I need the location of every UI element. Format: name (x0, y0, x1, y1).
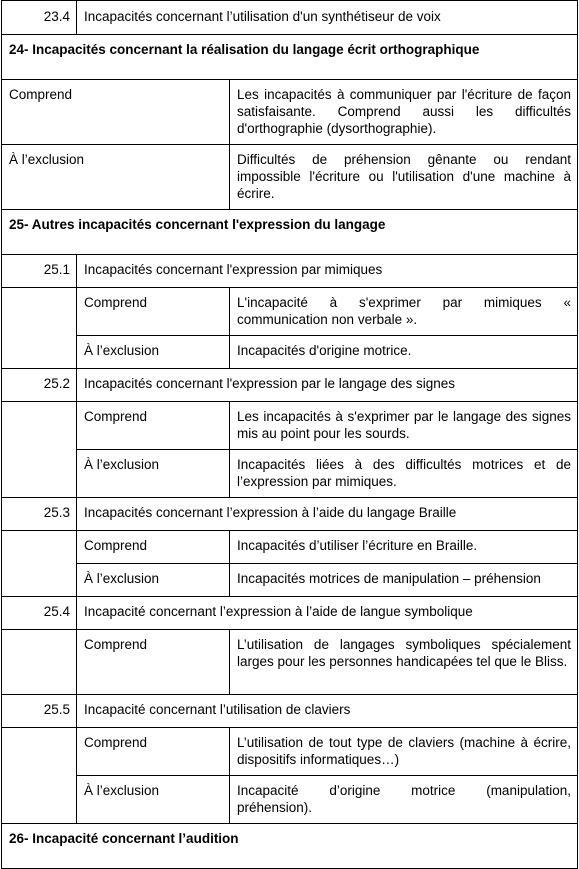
item-row-25-4 (2, 597, 578, 630)
row-label: À l’exclusion (77, 450, 230, 498)
classification-table (1, 0, 578, 869)
item-code: 25.3 (2, 498, 77, 531)
item-code: 23.4 (2, 1, 77, 35)
row-text: Incapacités motrices de manipulation – préhension (230, 564, 578, 597)
item-code: 25.2 (2, 369, 77, 402)
indent-cell (2, 531, 77, 597)
item-25-1-exclusion-row (2, 336, 578, 369)
section-24-comprend-row (2, 80, 578, 145)
item-25-5-exclusion-row (2, 776, 578, 824)
item-25-2-exclusion-row (2, 450, 578, 498)
row-text: Incapacité d’origine motrice (manipulation, préhension). (230, 776, 578, 824)
row-label: Comprend (77, 630, 230, 695)
item-25-3-exclusion-row (2, 564, 578, 597)
indent-cell (2, 402, 77, 498)
row-text: L’utilisation de tout type de claviers (machine à écrire, dispositifs informatiques…) (230, 728, 578, 776)
item-title: Incapacité concernant l’expression à l’aide de langue symbolique (77, 597, 578, 630)
item-row-25-5 (2, 695, 578, 728)
row-label: À l’exclusion (2, 145, 230, 210)
item-25-5-comprend-row (2, 728, 578, 776)
item-row-25-3 (2, 498, 578, 531)
row-text: Les incapacités à communiquer par l'écriture de façon satisfaisante. Comprend aussi les difficultés d'orthographie (dysorthographie). (230, 80, 578, 145)
item-row-25-1 (2, 255, 578, 288)
section-24-exclusion-row (2, 145, 578, 210)
section-row-25 (2, 210, 578, 255)
section-title: 24- Incapacités concernant la réalisation du langage écrit orthographique (2, 35, 578, 80)
row-text: Incapacités d’utiliser l’écriture en Braille. (230, 531, 578, 564)
row-text: Les incapacités à s'exprimer par le langage des signes mis au point pour les sourds. (230, 402, 578, 450)
row-label: À l’exclusion (77, 564, 230, 597)
item-25-4-comprend-row (2, 630, 578, 695)
item-25-2-comprend-row (2, 402, 578, 450)
item-title: Incapacité concernant l’utilisation de claviers (77, 695, 578, 728)
section-title: 25- Autres incapacités concernant l'expression du langage (2, 210, 578, 255)
row-text: L'incapacité à s'exprimer par mimiques « communication non verbale ». (230, 288, 578, 336)
item-code: 25.1 (2, 255, 77, 288)
indent-cell (2, 288, 77, 369)
item-25-3-comprend-row (2, 531, 578, 564)
item-code: 25.5 (2, 695, 77, 728)
item-code: 25.4 (2, 597, 77, 630)
row-label: Comprend (77, 531, 230, 564)
item-row-23-4 (2, 1, 578, 35)
row-label: Comprend (77, 728, 230, 776)
row-text: Incapacités liées à des difficultés motrices et de l’expression par mimiques. (230, 450, 578, 498)
item-row-25-2 (2, 369, 578, 402)
row-text: Difficultés de préhension gênante ou rendant impossible l'écriture ou l'utilisation d'une machine à écrire. (230, 145, 578, 210)
section-row-26 (2, 824, 578, 869)
indent-cell (2, 728, 77, 824)
section-title: 26- Incapacité concernant l’audition (2, 824, 578, 869)
row-label: Comprend (77, 288, 230, 336)
item-title: Incapacités concernant l'expression par mimiques (77, 255, 578, 288)
row-label: Comprend (2, 80, 230, 145)
item-25-1-comprend-row (2, 288, 578, 336)
indent-cell (2, 630, 77, 695)
row-text: L’utilisation de langages symboliques spécialement larges pour les personnes handicapées tel que le Bliss. (230, 630, 578, 695)
row-label: Comprend (77, 402, 230, 450)
row-text: Incapacités d'origine motrice. (230, 336, 578, 369)
row-label: À l’exclusion (77, 336, 230, 369)
item-title: Incapacités concernant l’expression à l’aide du langage Braille (77, 498, 578, 531)
item-title: Incapacités concernant l'expression par le langage des signes (77, 369, 578, 402)
section-row-24 (2, 35, 578, 80)
row-label: À l’exclusion (77, 776, 230, 824)
item-title: Incapacités concernant l’utilisation d'un synthétiseur de voix (77, 1, 578, 35)
